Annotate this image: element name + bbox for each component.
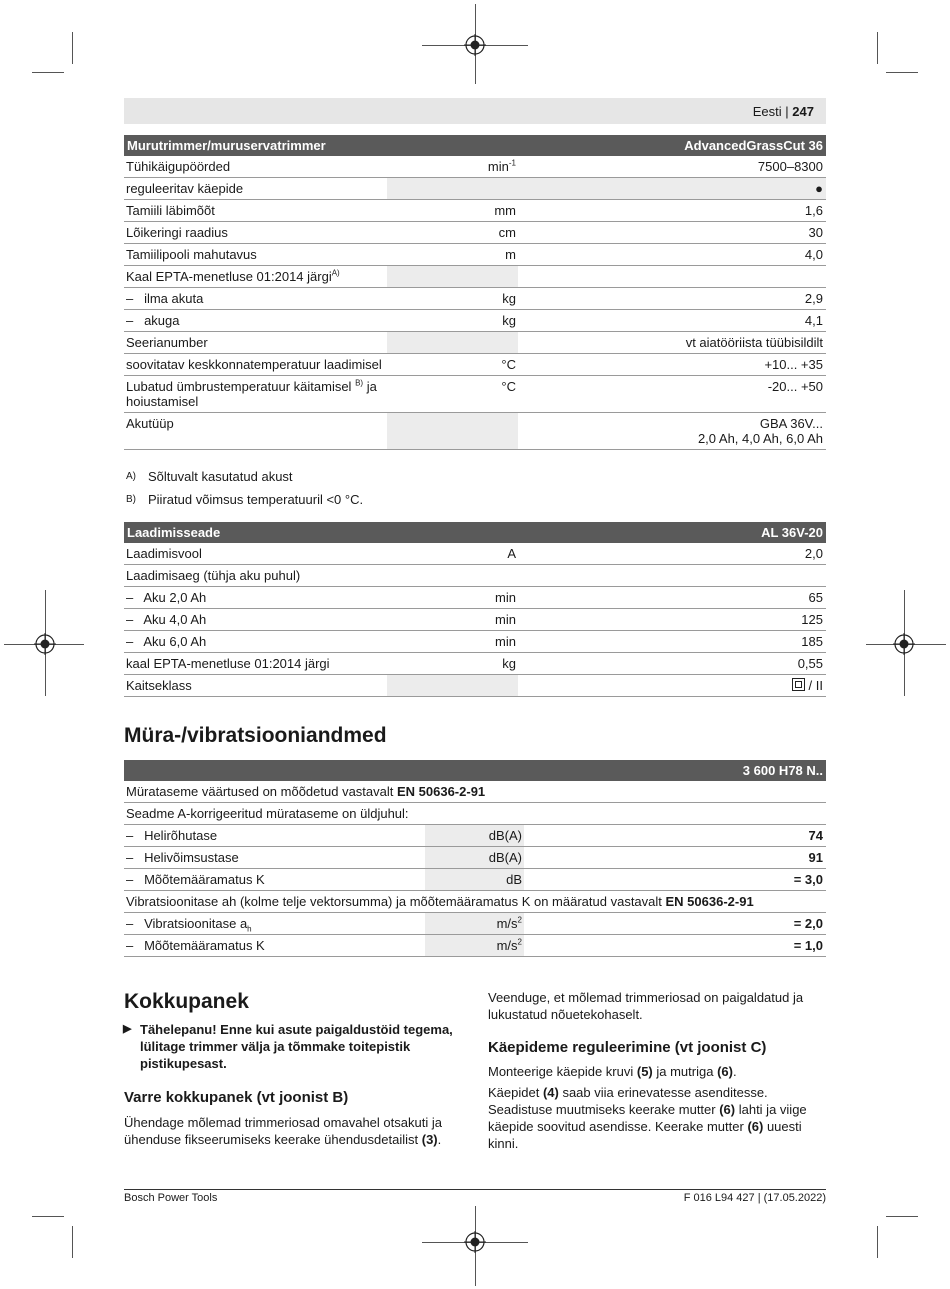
spec-table-title: Murutrimmer/muruservatrimmer	[124, 135, 518, 156]
row-value: 65	[518, 587, 826, 609]
row-label: soovitatav keskkonnatemperatuur laadimisel	[124, 354, 387, 376]
table-row	[124, 825, 826, 847]
row-label: – ilma akuta	[124, 288, 387, 310]
registration-target-icon	[893, 633, 915, 655]
noise-table-header	[124, 760, 826, 781]
row-value: 1,6	[518, 200, 826, 222]
row-unit: m	[387, 244, 518, 266]
footnote	[126, 492, 363, 507]
row-label: Laadimisvool	[124, 543, 387, 565]
row-unit: °C	[387, 354, 518, 376]
row-label: reguleeritav käepide	[124, 178, 387, 200]
row-label: kaal EPTA-menetluse 01:2014 järgi	[124, 653, 387, 675]
warning-text: ▶ Tähelepanu! Enne kui asute paigaldustöid tegema, lülitage trimmer välja ja tõmmake toitepistik pistikupesast.	[123, 1022, 453, 1071]
row-value: 185	[518, 631, 826, 653]
noise-table	[124, 760, 826, 957]
row-value: +10... +35	[518, 354, 826, 376]
row-value: 2,9	[518, 288, 826, 310]
crop-mark	[32, 72, 64, 73]
row-value: 7500–8300	[518, 156, 826, 178]
row-label: Kaitseklass	[124, 675, 387, 697]
row-value: GBA 36V... 2,0 Ah, 4,0 Ah, 6,0 Ah	[518, 413, 826, 450]
charger-table-header	[124, 522, 826, 543]
row-label: – Helivõimsustase	[124, 847, 425, 869]
table-row	[124, 913, 826, 935]
row-label: – Vibratsioonitase $a_h$	[124, 913, 425, 935]
row-label: Tühikäigupöörded	[124, 156, 387, 178]
registration-target-icon	[464, 34, 486, 56]
vibration-text: Vibratsioonitase ah (kolme telje vektorsumma) ja mõõtemääramatus K on määratud vastavalt EN 50636-2-91	[124, 891, 826, 913]
table-row	[124, 653, 826, 675]
header-separator: |	[785, 104, 789, 119]
row-value: 2,0	[518, 543, 826, 565]
row-unit: min	[387, 587, 518, 609]
row-value: 125	[518, 609, 826, 631]
row-label: – akuga	[124, 310, 387, 332]
table-row	[124, 222, 826, 244]
crop-mark	[877, 32, 878, 64]
table-row	[124, 631, 826, 653]
row-label: – Aku 4,0 Ah	[124, 609, 387, 631]
footnote-mark: B)	[126, 494, 136, 505]
row-unit: cm	[387, 222, 518, 244]
table-row	[124, 266, 826, 288]
row-unit: min	[387, 631, 518, 653]
footer-rule	[124, 1189, 826, 1190]
table-row	[124, 891, 826, 913]
page-header-bar	[124, 98, 826, 124]
row-label: Akutüüp	[124, 413, 387, 450]
row-value: = 3,0	[524, 869, 826, 891]
row-unit: kg	[387, 653, 518, 675]
arrow-right-icon: ▶	[123, 1023, 132, 1035]
row-value: = 1,0	[524, 935, 826, 957]
spec-table-model: AdvancedGrassCut 36	[518, 135, 826, 156]
protection-class-icon	[792, 678, 805, 691]
row-label: Lubatud ümbrustemperatuur käitamisel $^{B)}$ ja hoiustamisel	[124, 376, 387, 413]
table-row	[124, 288, 826, 310]
row-label: Tamiili läbimõõt	[124, 200, 387, 222]
row-unit: kg	[387, 288, 518, 310]
row-value: -20... +50	[518, 376, 826, 413]
noise-heading: Müra-/vibratsiooniandmed	[124, 724, 387, 747]
registration-target-icon	[34, 633, 56, 655]
row-label: Seerianumber	[124, 332, 387, 354]
table-row	[124, 587, 826, 609]
row-unit	[387, 178, 518, 200]
footnote-text: Sõltuvalt kasutatud akust	[148, 469, 293, 484]
row-value: / II	[518, 675, 826, 697]
table-row	[124, 244, 826, 266]
charger-table-model: AL 36V-20	[518, 522, 826, 543]
spec-table-header	[124, 135, 826, 156]
check-text: Veenduge, et mõlemad trimmeriosad on paigaldatud ja lukustatud nõuetekohaselt.	[488, 990, 804, 1022]
row-value: vt aiatööriista tüübisildilt	[518, 332, 826, 354]
noise-a-weighted-text: Seadme A-korrigeeritud mürataseme on üldjuhul:	[124, 803, 826, 825]
crop-mark	[886, 1216, 918, 1217]
row-value: 91	[524, 847, 826, 869]
row-label: – Mõõtemääramatus K	[124, 869, 425, 891]
row-unit: dB	[425, 869, 524, 891]
crop-mark	[877, 1226, 878, 1258]
row-value: = 2,0	[524, 913, 826, 935]
crop-mark	[72, 32, 73, 64]
assembly-heading: Kokkupanek	[124, 990, 249, 1013]
row-unit	[387, 565, 518, 587]
table-row	[124, 376, 826, 413]
row-value: 0,55	[518, 653, 826, 675]
row-unit: kg	[387, 310, 518, 332]
row-label: – Mõõtemääramatus K	[124, 935, 425, 957]
row-unit: $m/s^2$	[425, 913, 524, 935]
table-row	[124, 609, 826, 631]
table-row	[124, 565, 826, 587]
row-label: Lõikeringi raadius	[124, 222, 387, 244]
table-row	[124, 803, 826, 825]
spec-table	[124, 135, 826, 450]
row-value	[518, 565, 826, 587]
row-unit: min	[387, 609, 518, 631]
table-row	[124, 354, 826, 376]
row-value: 4,1	[518, 310, 826, 332]
table-row	[124, 847, 826, 869]
row-unit: $\min^{-1}$	[387, 156, 518, 178]
row-unit	[387, 413, 518, 450]
table-row	[124, 869, 826, 891]
row-unit	[387, 332, 518, 354]
row-label: Kaal EPTA-menetluse 01:2014 järgi$^{A)}$	[124, 266, 387, 288]
charger-table	[124, 522, 826, 697]
row-unit: dB(A)	[425, 825, 524, 847]
handle-heading: Käepideme reguleerimine (vt joonist C)	[488, 1039, 767, 1056]
footnote	[126, 469, 293, 484]
crop-mark	[72, 1226, 73, 1258]
row-value	[518, 266, 826, 288]
table-row	[124, 675, 826, 697]
table-row	[124, 413, 826, 450]
row-value: 74	[524, 825, 826, 847]
page-number: 247	[792, 104, 814, 119]
table-row	[124, 178, 826, 200]
footer-right: F 016 L94 427 | (17.05.2022)	[683, 1192, 826, 1204]
row-unit: mm	[387, 200, 518, 222]
table-row	[124, 543, 826, 565]
table-row	[124, 310, 826, 332]
row-label: – Aku 2,0 Ah	[124, 587, 387, 609]
footnote-text: Piiratud võimsus temperatuuril <0 °C.	[148, 492, 364, 507]
table-row	[124, 200, 826, 222]
row-unit	[387, 266, 518, 288]
row-value: 30	[518, 222, 826, 244]
header-language: Eesti	[752, 104, 782, 119]
handle-text-1: Monteerige käepide kruvi (5) ja mutriga (6).	[488, 1064, 737, 1079]
row-unit: °C	[387, 376, 518, 413]
row-label: Laadimisaeg (tühja aku puhul)	[124, 565, 387, 587]
shaft-heading: Varre kokkupanek (vt joonist B)	[124, 1089, 349, 1106]
row-label: Tamiilipooli mahutavus	[124, 244, 387, 266]
crop-mark	[886, 72, 918, 73]
shaft-text: Ühendage mõlemad trimmeriosad omavahel otsakuti ja ühenduse fikseerumiseks keerake ühendusdetailist (3).	[124, 1115, 442, 1147]
row-label: – Aku 6,0 Ah	[124, 631, 387, 653]
row-unit: dB(A)	[425, 847, 524, 869]
row-unit: A	[387, 543, 518, 565]
footnote-mark: A)	[126, 471, 136, 482]
registration-target-icon	[464, 1231, 486, 1253]
noise-measured-text: Mürataseme väärtused on mõõdetud vastavalt EN 50636-2-91	[124, 781, 826, 803]
row-unit	[387, 675, 518, 697]
row-value: 4,0	[518, 244, 826, 266]
footer-left: Bosch Power Tools	[124, 1192, 218, 1204]
handle-text-2: Käepidet (4) saab viia erinevatesse asenditesse. Seadistuse muutmiseks keerake mutter (6) lahti ja viige käepide soovitud asendisse. Keerake mutter (6) uuesti kinni.	[488, 1085, 807, 1151]
table-row	[124, 156, 826, 178]
row-unit: $m/s^2$	[425, 935, 524, 957]
table-row	[124, 935, 826, 957]
charger-table-title: Laadimisseade	[124, 522, 518, 543]
crop-mark	[32, 1216, 64, 1217]
row-label: – Helirõhutase	[124, 825, 425, 847]
table-row	[124, 781, 826, 803]
page-header	[753, 104, 814, 119]
row-value: ●	[518, 178, 826, 200]
table-row	[124, 332, 826, 354]
noise-table-model: 3 600 H78 N..	[124, 760, 826, 781]
